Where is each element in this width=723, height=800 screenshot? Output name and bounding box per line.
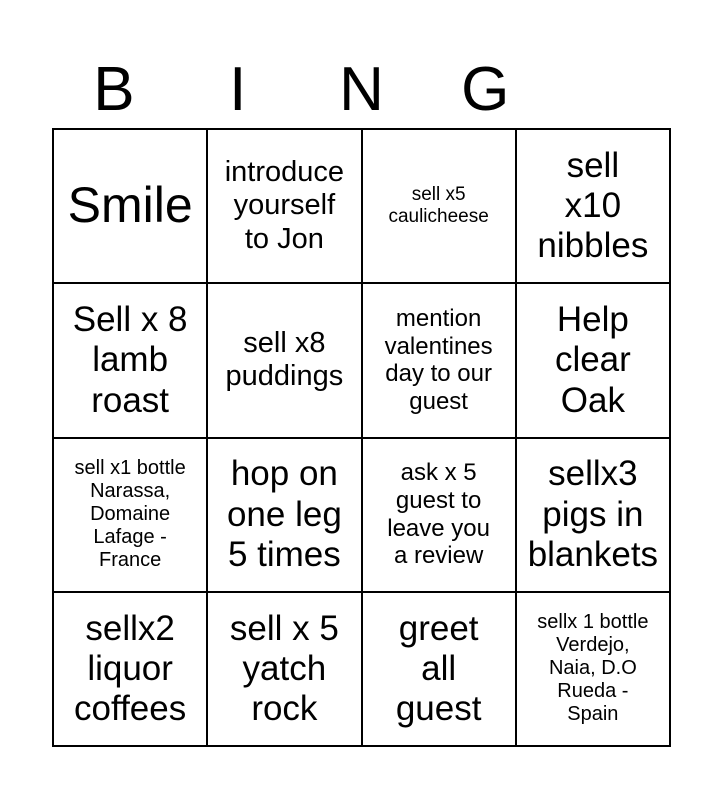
bingo-cell[interactable] (516, 438, 670, 592)
cell-text: Smile (67, 177, 193, 234)
bingo-cell[interactable] (207, 438, 361, 592)
header-letter-g: G (461, 55, 510, 124)
cell-text: sell x5 caulicheese (388, 184, 489, 228)
cell-text: mention valentines day to our guest (384, 305, 493, 415)
cell-text: Sell x 8 lamb roast (72, 300, 188, 420)
cell-text: greet all guest (395, 608, 482, 728)
bingo-cell[interactable] (53, 283, 207, 437)
bingo-cell[interactable] (362, 283, 516, 437)
cell-text: Help clear Oak (554, 300, 631, 420)
bingo-cell[interactable] (516, 592, 670, 746)
header-letter-n: N (339, 55, 384, 124)
cell-text: sellx3 pigs in blankets (527, 454, 659, 574)
cell-text: sellx2 liquor coffees (74, 608, 187, 728)
bingo-cell[interactable] (362, 438, 516, 592)
bingo-board (52, 128, 671, 747)
bingo-cell[interactable] (53, 438, 207, 592)
bingo-cell[interactable] (53, 129, 207, 283)
header-letter-i: I (229, 55, 247, 124)
bingo-cell[interactable] (53, 592, 207, 746)
bingo-cell[interactable] (516, 283, 670, 437)
cell-text: sell x10 nibbles (537, 145, 649, 266)
cell-text: introduce yourself to Jon (224, 156, 345, 255)
cell-text: sell x8 puddings (225, 327, 344, 393)
bingo-cell[interactable] (207, 283, 361, 437)
cell-text: ask x 5 guest to leave you a review (387, 459, 490, 570)
cell-text: sell x 5 yatch rock (229, 608, 339, 728)
bingo-cell[interactable] (362, 129, 516, 283)
cell-text: sellx 1 bottle Verdejo, Naia, D.O Rueda - Spain (537, 611, 649, 726)
bingo-cell[interactable] (207, 592, 361, 746)
header-letter-b: B (93, 55, 135, 124)
bingo-header (52, 52, 671, 128)
cell-text: hop on one leg 5 times (226, 454, 342, 574)
bingo-cell[interactable] (207, 129, 361, 283)
bingo-cell[interactable] (362, 592, 516, 746)
bingo-cell[interactable] (516, 129, 670, 283)
cell-text: sell x1 bottle Narassa, Domaine Lafage - France (74, 457, 186, 572)
